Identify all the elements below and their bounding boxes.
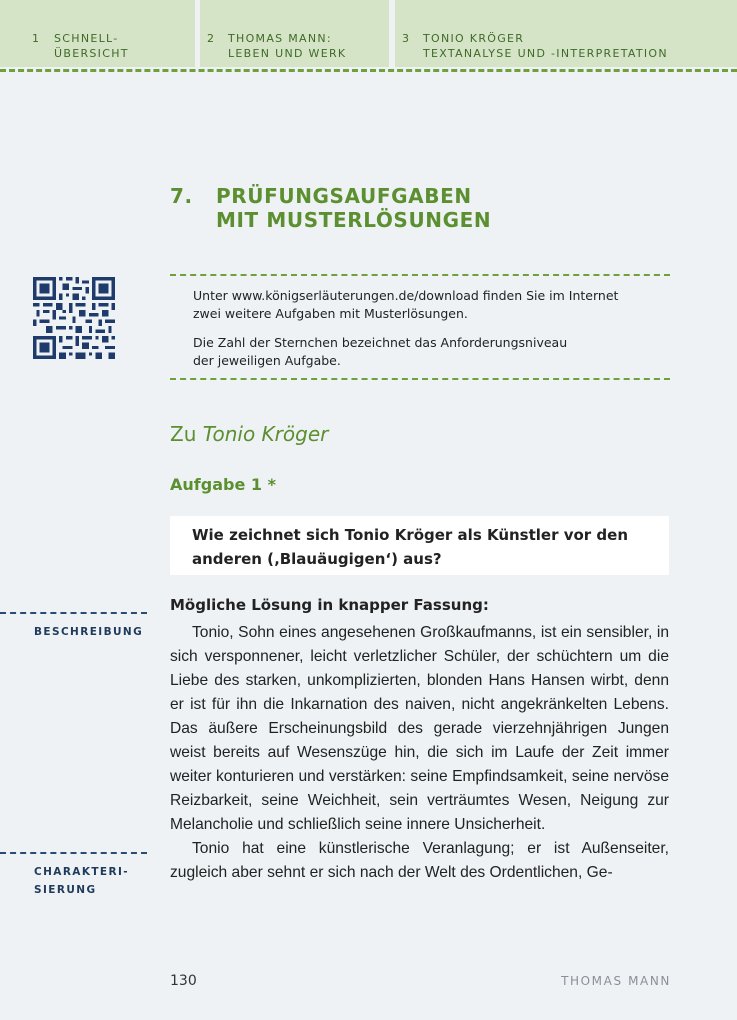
task-title: Aufgabe 1 * — [170, 475, 276, 494]
margin-label-charakterisierung: CHARAKTERI- SIERUNG — [34, 866, 130, 896]
task-question: Wie zeichnet sich Tonio Kröger als Künstler vor den anderen (‚Blauäugigen‘) aus? — [192, 526, 629, 568]
tab-leben-und-werk[interactable] — [200, 0, 389, 67]
chapter-title: PRÜFUNGSAUFGABEN MIT MUSTERLÖSUNGEN — [216, 184, 492, 232]
solution-paragraph: Tonio, Sohn eines angesehenen Großkaufmanns, ist ein sensibler, in sich versponnener, leicht verletzlicher Schüler, der schüchtern um die Liebe des starken, unkomplizierten, blonden Hans Hansen wirbt, denn er ist für ihn die Inkarnation des naiven, nicht angekränkelten Lebens. Das äußere Erscheinungsbild des gerade vierzehnjährigen Jungen weist bereits auf Wesenszüge hin, die sich im Laufe der Zeit immer weiter konturieren und verstärken: seine Empfindsamkeit, seine nervöse Reizbarkeit, seine Weichheit, sein verträumtes Wesen, Neigung zur Melancholie und schließlich seine innere Unsicherheit. — [170, 624, 669, 833]
running-footer-author: THOMAS MANN — [561, 974, 671, 988]
margin-divider — [0, 612, 147, 614]
info-top-divider — [170, 274, 670, 276]
work-title: Tonio Kröger — [202, 422, 329, 446]
tab-schnelluebersicht[interactable] — [0, 0, 195, 67]
info-bottom-divider — [170, 378, 670, 380]
info-paragraph-stars: Die Zahl der Sternchen bezeichnet das Anforderungsniveau der jeweiligen Aufgabe. — [193, 335, 568, 368]
tab-label: THOMAS MANN: LEBEN UND WERK — [228, 32, 347, 60]
solution-text — [170, 621, 669, 885]
tab-number: 1 — [32, 32, 41, 45]
nav-divider — [0, 69, 737, 72]
margin-divider — [0, 852, 147, 854]
tab-number: 2 — [207, 32, 216, 45]
tab-label: SCHNELL- ÜBERSICHT — [54, 32, 129, 60]
section-heading: Zu Tonio Kröger — [170, 422, 329, 446]
info-paragraph-download: Unter www.königserläuterungen.de/download finden Sie im Internet zwei weitere Aufgaben mit Musterlösungen. — [193, 288, 619, 321]
tab-label: TONIO KRÖGER TEXTANALYSE UND -INTERPRETATION — [423, 32, 668, 60]
margin-label-beschreibung: BESCHREIBUNG — [34, 626, 144, 638]
chapter-number: 7. — [170, 184, 193, 208]
qr-code[interactable] — [33, 277, 115, 359]
solution-paragraph: Tonio hat eine künstlerische Veranlagung; er ist Außenseiter, zugleich aber sehnt er sich nach der Welt des Ordentlichen, Ge- — [170, 840, 669, 881]
tab-number: 3 — [402, 32, 411, 45]
task-question-box — [170, 516, 669, 575]
tab-textanalyse[interactable] — [395, 0, 737, 67]
page-number: 130 — [170, 973, 197, 989]
solution-heading: Mögliche Lösung in knapper Fassung: — [170, 596, 489, 614]
chapter-nav — [0, 0, 737, 69]
